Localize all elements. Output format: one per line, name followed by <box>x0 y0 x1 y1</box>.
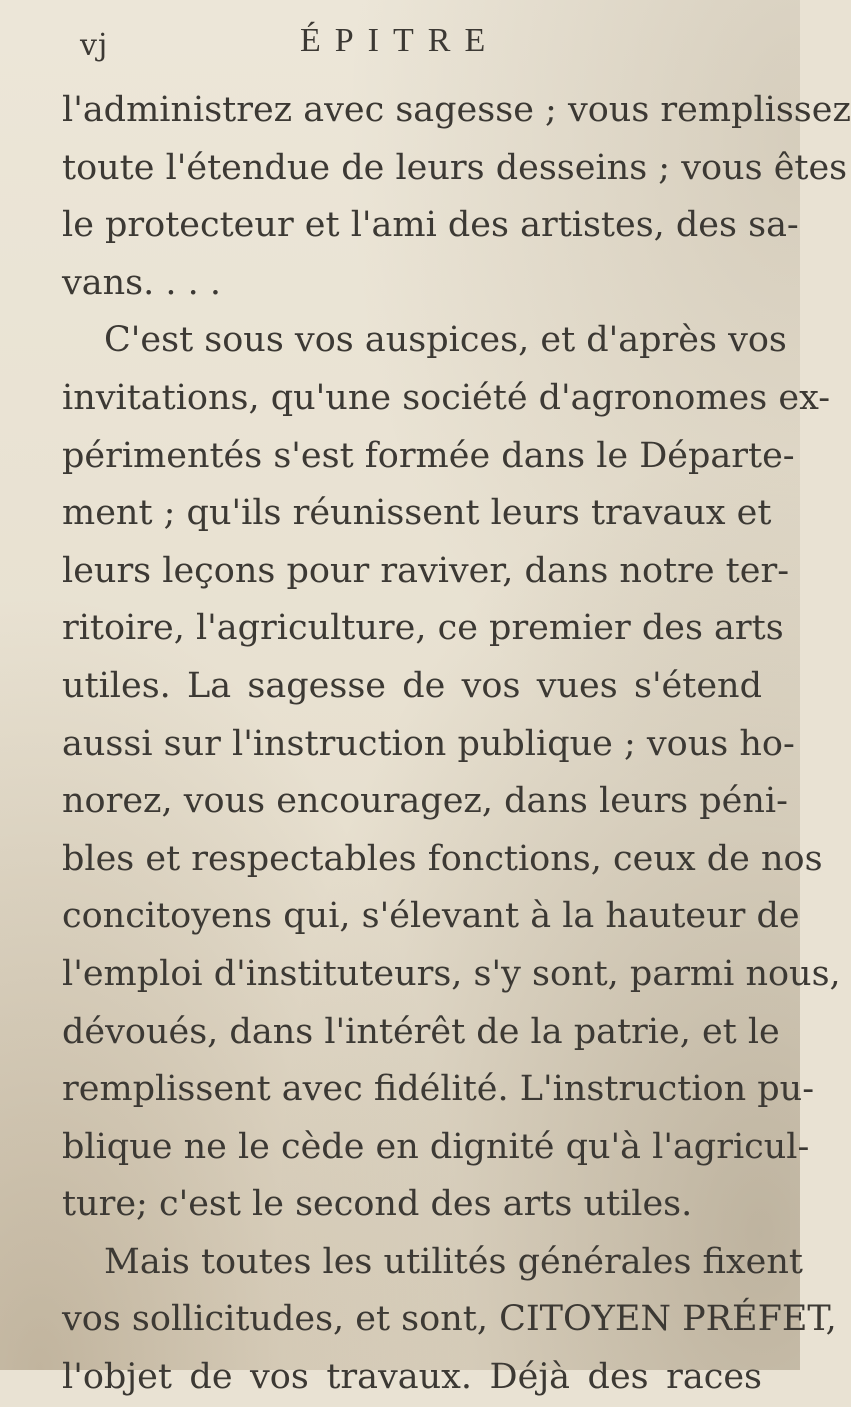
text-line: ture; c'est le second des arts utiles. <box>62 1184 693 1225</box>
text-line: invitations, qu'une société d'agronomes ex- <box>62 377 831 418</box>
running-title: ÉPITRE <box>300 22 500 59</box>
text-line: vans. . . . <box>62 262 222 303</box>
text-line: concitoyens qui, s'élevant à la hauteur de <box>62 896 800 937</box>
text-line: blique ne le cède en dignité qu'à l'agricul- <box>62 1126 810 1167</box>
page-header <box>0 14 800 70</box>
text-line: dévoués, dans l'intérêt de la patrie, et le <box>62 1011 780 1052</box>
text-line: bles et respectables fonctions, ceux de nos <box>62 838 823 879</box>
text-line: vos sollicitudes, et sont, CITOYEN PRÉFET, <box>62 1299 837 1340</box>
text-line: l'administrez avec sagesse ; vous remplissez <box>62 90 851 130</box>
text-line: aussi sur l'instruction publique ; vous ho- <box>62 723 795 764</box>
text-line: remplissent avec fidélité. L'instruction pu- <box>62 1069 815 1110</box>
text-line: norez, vous encouragez, dans leurs péni- <box>62 781 788 822</box>
text-line: toute l'étendue de leurs desseins ; vous êtes <box>62 147 848 188</box>
text-line: l'objet de vos travaux. Déjà des races <box>62 1357 762 1398</box>
text-line: périmentés s'est formée dans le Départe- <box>62 435 795 476</box>
text-line: C'est sous vos auspices, et d'après vos <box>104 320 787 361</box>
page-number: vj <box>80 28 109 63</box>
text-line: leurs leçons pour raviver, dans notre ter- <box>62 550 790 591</box>
body-text <box>62 82 851 1407</box>
text-line: ment ; qu'ils réunissent leurs travaux et <box>62 493 772 534</box>
text-line: l'emploi d'instituteurs, s'y sont, parmi nous, <box>62 953 841 994</box>
text-line: Mais toutes les utilités générales fixent <box>104 1241 803 1282</box>
text-line: ritoire, l'agriculture, ce premier des arts <box>62 608 784 649</box>
text-line: le protecteur et l'ami des artistes, des sa- <box>62 205 799 246</box>
text-line: utiles. La sagesse de vos vues s'étend <box>62 665 762 706</box>
